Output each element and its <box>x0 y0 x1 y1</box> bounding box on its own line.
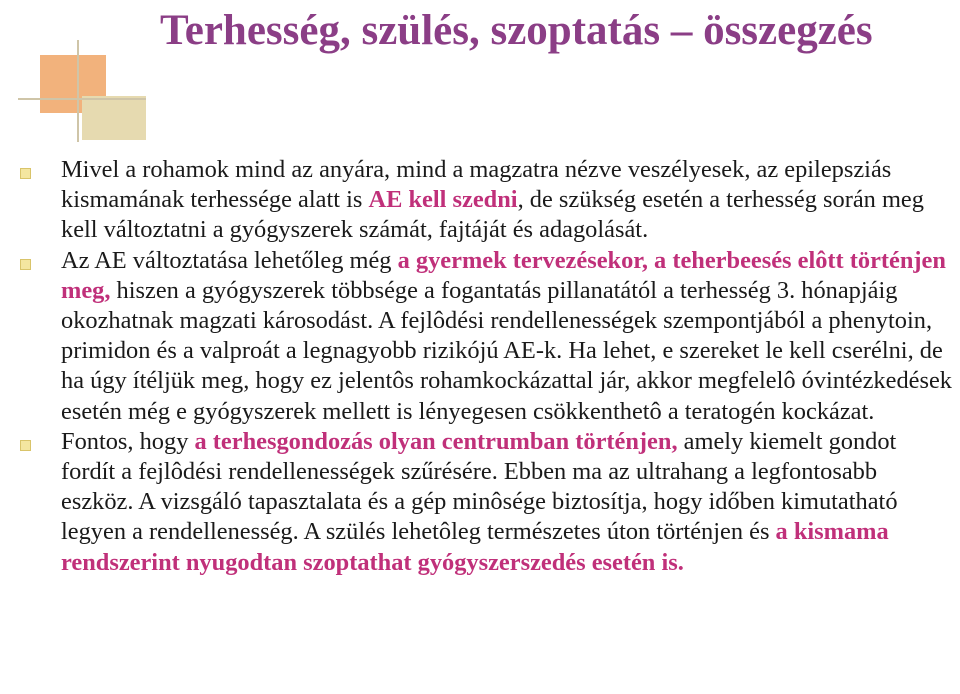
bullet-item-2 <box>0 246 960 427</box>
bullet-text-segment: hiszen a gyógyszerek többsége a fogantatás pillanatától a terhesség 3. hónapjáig okozhatnak magzati károsodást. A fejlôdési rendellenességek szempontjából a phenytoin, primidon és a valproát a legnagyobb rizikójú AE-k. Ha lehet, e szereket le kell cserélni, de ha úgy ítéljük meg, hogy ez jelentôs rohamkockázattal jár, akkor megfelelô óvintézkedések esetén még e gyógyszerek mellett is lényegesen csökkenthetô a teratogén kockázat. <box>61 276 952 425</box>
decorative-vertical-line <box>77 40 79 142</box>
bullet-item-3 <box>0 427 960 578</box>
bullet-text-segment: amely kiemelt gondot fordít a fejlôdési rendellenességek szűrésére. Ebben ma az ultrahang a legfontosabb eszköz. A vizsgáló tapasztalata és a gép minôsége biztosítja, hogy időben kimutatható legyen a rendellenesség. A szülés lehetôleg természetes úton történjen és <box>61 427 898 546</box>
slide-title: Terhesség, szülés, szoptatás – összegzés <box>160 7 873 54</box>
bullet-text-segment: Fontos, hogy <box>61 427 195 455</box>
bullet-square-icon <box>20 440 31 451</box>
bullet-text-segment: Az AE változtatása lehetőleg még <box>61 246 398 274</box>
bullet-highlight-segment: AE kell szedni <box>368 186 518 214</box>
bullet-text-segment: , de szükség esetén a terhesség során meg kell változtatni a gyógyszerek számát, fajtáját és adagolását. <box>61 186 924 244</box>
bullet-highlight-segment: a gyermek tervezésekor, a teherbeesés elôtt történjen meg, <box>61 246 946 304</box>
bullet-text-segment: Mivel a rohamok mind az anyára, mind a magzatra nézve veszélyesek, az epilepsziás kismamának terhessége alatt is <box>61 156 892 214</box>
bullet-highlight-segment: a terhesgondozás olyan centrumban történjen, <box>194 427 678 455</box>
bullet-item-1 <box>0 155 960 246</box>
bullet-square-icon <box>20 259 31 270</box>
bullet-highlight-segment: a kismama rendszerint nyugodtan szoptathat gyógyszerszedés esetén is. <box>61 518 889 576</box>
bullet-square-icon <box>20 168 31 179</box>
decorative-horizontal-line <box>18 98 146 100</box>
slide-content <box>0 155 960 578</box>
decorative-tan-square <box>82 96 146 140</box>
